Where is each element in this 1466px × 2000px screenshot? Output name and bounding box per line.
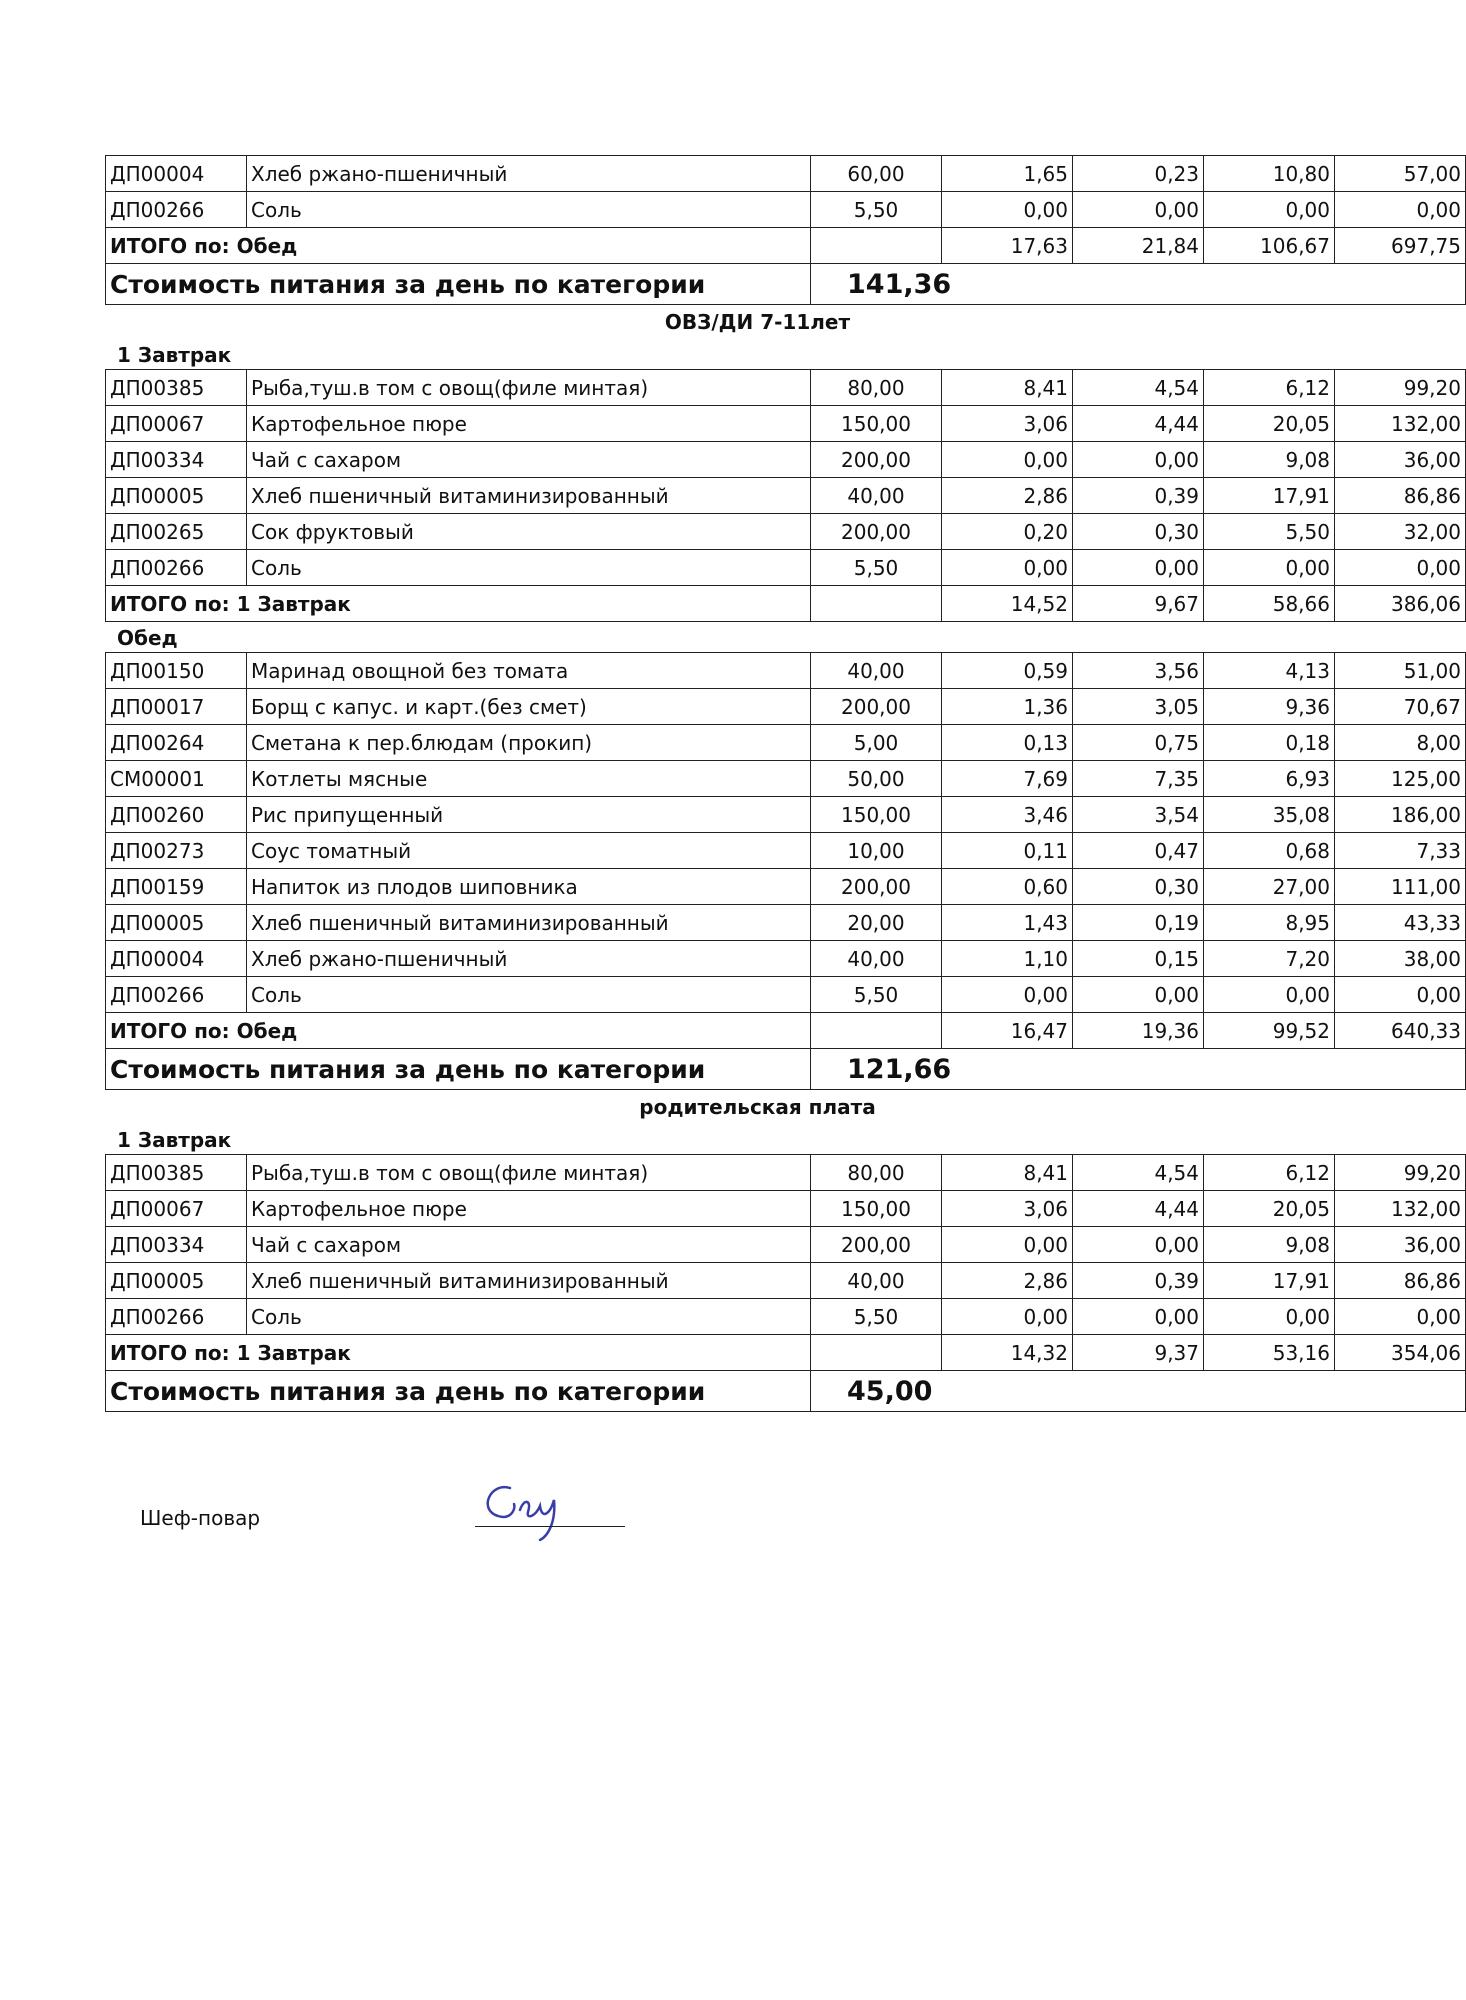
table-cell: Соль [247,977,811,1013]
table-cell: 1,65 [942,156,1073,192]
table-cell: ДП00005 [106,1263,247,1299]
table-cell: 0,60 [942,869,1073,905]
total-value: 354,06 [1335,1335,1466,1371]
table-cell: 0,00 [1204,192,1335,228]
total-value: 17,63 [942,228,1073,264]
table-cell: 0,00 [1073,442,1204,478]
table-row [106,1227,1466,1263]
table-cell: 2,86 [942,478,1073,514]
table-cell: 0,00 [942,550,1073,586]
table-cell: 9,36 [1204,689,1335,725]
table-cell: ДП00067 [106,1191,247,1227]
table-row [106,905,1466,941]
total-value [811,228,942,264]
table-cell: 0,30 [1073,869,1204,905]
total-value: 19,36 [1073,1013,1204,1049]
table-cell: 5,50 [811,1299,942,1335]
cost-value: 141,36 [811,264,1466,305]
table-cell: 0,20 [942,514,1073,550]
total-value: 16,47 [942,1013,1073,1049]
table-cell: 80,00 [811,370,942,406]
table-cell: Картофельное пюре [247,406,811,442]
table-cell: Соус томатный [247,833,811,869]
table-cell: 50,00 [811,761,942,797]
table-cell: 0,00 [1335,550,1466,586]
table-cell: ДП00266 [106,977,247,1013]
table-cell: 3,46 [942,797,1073,833]
table-row [106,1191,1466,1227]
table-cell: 3,06 [942,1191,1073,1227]
table-cell: Хлеб пшеничный витаминизированный [247,1263,811,1299]
cost-value: 45,00 [811,1371,1466,1412]
table-cell: 7,20 [1204,941,1335,977]
table-cell: 10,80 [1204,156,1335,192]
table-cell: 0,00 [1073,1227,1204,1263]
table-cell: 36,00 [1335,442,1466,478]
table-cell: 9,08 [1204,1227,1335,1263]
total-label: ИТОГО по: 1 Завтрак [106,1335,811,1371]
table-row [106,442,1466,478]
table-cell: 5,50 [1204,514,1335,550]
table-row [106,156,1466,192]
menu-table [105,369,1466,622]
cost-label: Стоимость питания за день по категории [106,1049,811,1090]
signature-line [475,1526,625,1527]
table-cell: ДП00334 [106,1227,247,1263]
total-row [106,586,1466,622]
table-cell: Картофельное пюре [247,1191,811,1227]
table-cell: 43,33 [1335,905,1466,941]
table-cell: 40,00 [811,941,942,977]
table-row [106,653,1466,689]
table-cell: 0,00 [1335,977,1466,1013]
table-cell: 86,86 [1335,478,1466,514]
table-cell: ДП00067 [106,406,247,442]
table-cell: 1,36 [942,689,1073,725]
table-cell: 10,00 [811,833,942,869]
menu-table [105,155,1466,305]
table-cell: 0,11 [942,833,1073,869]
table-row [106,550,1466,586]
table-row [106,514,1466,550]
table-row [106,797,1466,833]
total-value: 99,52 [1204,1013,1335,1049]
table-cell: 200,00 [811,442,942,478]
table-cell: 9,08 [1204,442,1335,478]
table-cell: 0,00 [1073,550,1204,586]
table-cell: 7,69 [942,761,1073,797]
table-cell: Соль [247,192,811,228]
table-row [106,725,1466,761]
table-cell: 4,44 [1073,406,1204,442]
table-cell: 0,18 [1204,725,1335,761]
table-cell: 200,00 [811,869,942,905]
table-cell: 5,50 [811,192,942,228]
table-cell: 0,47 [1073,833,1204,869]
table-cell: 0,00 [942,1299,1073,1335]
table-cell: 17,91 [1204,1263,1335,1299]
total-label: ИТОГО по: Обед [106,1013,811,1049]
table-cell: 125,00 [1335,761,1466,797]
table-cell: Напиток из плодов шиповника [247,869,811,905]
table-cell: Чай с сахаром [247,1227,811,1263]
total-value [811,1335,942,1371]
table-row [106,192,1466,228]
table-cell: 1,10 [942,941,1073,977]
table-cell: 80,00 [811,1155,942,1191]
table-cell: ДП00334 [106,442,247,478]
total-row [106,228,1466,264]
total-value: 53,16 [1204,1335,1335,1371]
table-row [106,478,1466,514]
total-value [811,586,942,622]
table-cell: 8,41 [942,370,1073,406]
table-cell: Маринад овощной без томата [247,653,811,689]
table-row [106,833,1466,869]
table-cell: 99,20 [1335,1155,1466,1191]
table-cell: 0,00 [942,442,1073,478]
table-cell: 40,00 [811,653,942,689]
total-row [106,1335,1466,1371]
table-cell: 36,00 [1335,1227,1466,1263]
category-title: родительская плата [639,1095,876,1119]
table-cell: ДП00266 [106,192,247,228]
table-cell: 186,00 [1335,797,1466,833]
table-cell: 0,00 [942,1227,1073,1263]
total-row [106,1013,1466,1049]
total-value: 9,37 [1073,1335,1204,1371]
total-value: 106,67 [1204,228,1335,264]
table-cell: 0,23 [1073,156,1204,192]
table-cell: 0,00 [1335,192,1466,228]
meal-title: 1 Завтрак [117,343,232,367]
table-cell: 40,00 [811,478,942,514]
menu-report [105,155,1461,1412]
table-row [106,1299,1466,1335]
table-cell: 0,00 [1073,192,1204,228]
table-cell: 0,00 [1204,550,1335,586]
table-cell: ДП00385 [106,1155,247,1191]
table-cell: 57,00 [1335,156,1466,192]
table-cell: Сметана к пер.блюдам (прокип) [247,725,811,761]
table-cell: 0,39 [1073,478,1204,514]
menu-table [105,652,1466,1090]
table-cell: 3,56 [1073,653,1204,689]
menu-table [105,1154,1466,1412]
table-cell: 200,00 [811,689,942,725]
cost-row [106,264,1466,305]
table-cell: 0,68 [1204,833,1335,869]
table-cell: 7,33 [1335,833,1466,869]
cost-row [106,1049,1466,1090]
table-cell: 6,12 [1204,370,1335,406]
table-cell: 27,00 [1204,869,1335,905]
table-cell: 3,06 [942,406,1073,442]
cost-value: 121,66 [811,1049,1466,1090]
table-cell: 150,00 [811,1191,942,1227]
table-cell: 4,44 [1073,1191,1204,1227]
table-cell: Рыба,туш.в том с овощ(филе минтая) [247,370,811,406]
table-cell: ДП00385 [106,370,247,406]
table-cell: Сок фруктовый [247,514,811,550]
table-cell: Борщ с капус. и карт.(без смет) [247,689,811,725]
table-cell: Хлеб пшеничный витаминизированный [247,905,811,941]
table-cell: 99,20 [1335,370,1466,406]
table-cell: 0,00 [942,192,1073,228]
total-value: 386,06 [1335,586,1466,622]
table-cell: 8,41 [942,1155,1073,1191]
table-cell: 35,08 [1204,797,1335,833]
table-cell: 86,86 [1335,1263,1466,1299]
table-cell: ДП00266 [106,550,247,586]
table-cell: 7,35 [1073,761,1204,797]
table-row [106,941,1466,977]
table-cell: Хлеб ржано-пшеничный [247,156,811,192]
table-cell: 132,00 [1335,1191,1466,1227]
total-value: 9,67 [1073,586,1204,622]
table-cell: 4,54 [1073,1155,1204,1191]
table-cell: 0,75 [1073,725,1204,761]
table-cell: 20,00 [811,905,942,941]
chef-label: Шеф-повар [140,1506,261,1530]
table-cell: СМ00001 [106,761,247,797]
table-cell: 8,95 [1204,905,1335,941]
table-cell: 150,00 [811,797,942,833]
table-cell: 200,00 [811,1227,942,1263]
table-cell: 51,00 [1335,653,1466,689]
table-cell: ДП00017 [106,689,247,725]
table-cell: 6,93 [1204,761,1335,797]
table-cell: 40,00 [811,1263,942,1299]
table-cell: Соль [247,1299,811,1335]
meal-title: Обед [117,626,178,650]
table-cell: 0,19 [1073,905,1204,941]
table-cell: 38,00 [1335,941,1466,977]
total-value [811,1013,942,1049]
table-cell: 20,05 [1204,406,1335,442]
table-cell: Рис припущенный [247,797,811,833]
table-row [106,869,1466,905]
table-cell: 5,50 [811,550,942,586]
cost-row [106,1371,1466,1412]
table-cell: 0,30 [1073,514,1204,550]
table-cell: 0,00 [1204,977,1335,1013]
table-cell: Хлеб пшеничный витаминизированный [247,478,811,514]
table-cell: Чай с сахаром [247,442,811,478]
cost-label: Стоимость питания за день по категории [106,1371,811,1412]
table-cell: 4,54 [1073,370,1204,406]
table-cell: 17,91 [1204,478,1335,514]
total-value: 14,52 [942,586,1073,622]
table-row [106,406,1466,442]
signature-block [140,1470,640,1560]
table-cell: ДП00264 [106,725,247,761]
total-value: 14,32 [942,1335,1073,1371]
table-cell: 0,59 [942,653,1073,689]
category-title: ОВЗ/ДИ 7-11лет [664,310,851,334]
table-cell: ДП00005 [106,905,247,941]
table-cell: 0,15 [1073,941,1204,977]
table-cell: 5,50 [811,977,942,1013]
table-cell: 3,05 [1073,689,1204,725]
table-cell: ДП00150 [106,653,247,689]
table-cell: 6,12 [1204,1155,1335,1191]
table-cell: 200,00 [811,514,942,550]
table-cell: 0,00 [1204,1299,1335,1335]
table-cell: ДП00260 [106,797,247,833]
table-cell: 0,39 [1073,1263,1204,1299]
table-row [106,761,1466,797]
table-cell: 32,00 [1335,514,1466,550]
table-row [106,689,1466,725]
table-cell: 111,00 [1335,869,1466,905]
total-label: ИТОГО по: 1 Завтрак [106,586,811,622]
total-value: 21,84 [1073,228,1204,264]
table-cell: 4,13 [1204,653,1335,689]
table-cell: 0,00 [942,977,1073,1013]
table-cell: ДП00159 [106,869,247,905]
table-cell: 0,00 [1073,1299,1204,1335]
table-row [106,370,1466,406]
total-value: 58,66 [1204,586,1335,622]
total-value: 697,75 [1335,228,1466,264]
handwritten-signature [470,1470,600,1540]
table-cell: 0,13 [942,725,1073,761]
meal-title: 1 Завтрак [117,1128,232,1152]
table-cell: ДП00004 [106,156,247,192]
table-cell: 150,00 [811,406,942,442]
total-label: ИТОГО по: Обед [106,228,811,264]
table-cell: 20,05 [1204,1191,1335,1227]
table-cell: ДП00005 [106,478,247,514]
table-cell: Хлеб ржано-пшеничный [247,941,811,977]
table-cell: 5,00 [811,725,942,761]
table-cell: 0,00 [1335,1299,1466,1335]
table-cell: 2,86 [942,1263,1073,1299]
table-cell: 70,67 [1335,689,1466,725]
table-cell: 132,00 [1335,406,1466,442]
cost-label: Стоимость питания за день по категории [106,264,811,305]
table-cell: Котлеты мясные [247,761,811,797]
table-row [106,1155,1466,1191]
table-row [106,1263,1466,1299]
table-cell: 60,00 [811,156,942,192]
table-cell: ДП00273 [106,833,247,869]
table-cell: Рыба,туш.в том с овощ(филе минтая) [247,1155,811,1191]
table-row [106,977,1466,1013]
table-cell: 8,00 [1335,725,1466,761]
table-cell: ДП00265 [106,514,247,550]
table-cell: ДП00266 [106,1299,247,1335]
table-cell: ДП00004 [106,941,247,977]
total-value: 640,33 [1335,1013,1466,1049]
table-cell: Соль [247,550,811,586]
table-cell: 0,00 [1073,977,1204,1013]
table-cell: 3,54 [1073,797,1204,833]
table-cell: 1,43 [942,905,1073,941]
